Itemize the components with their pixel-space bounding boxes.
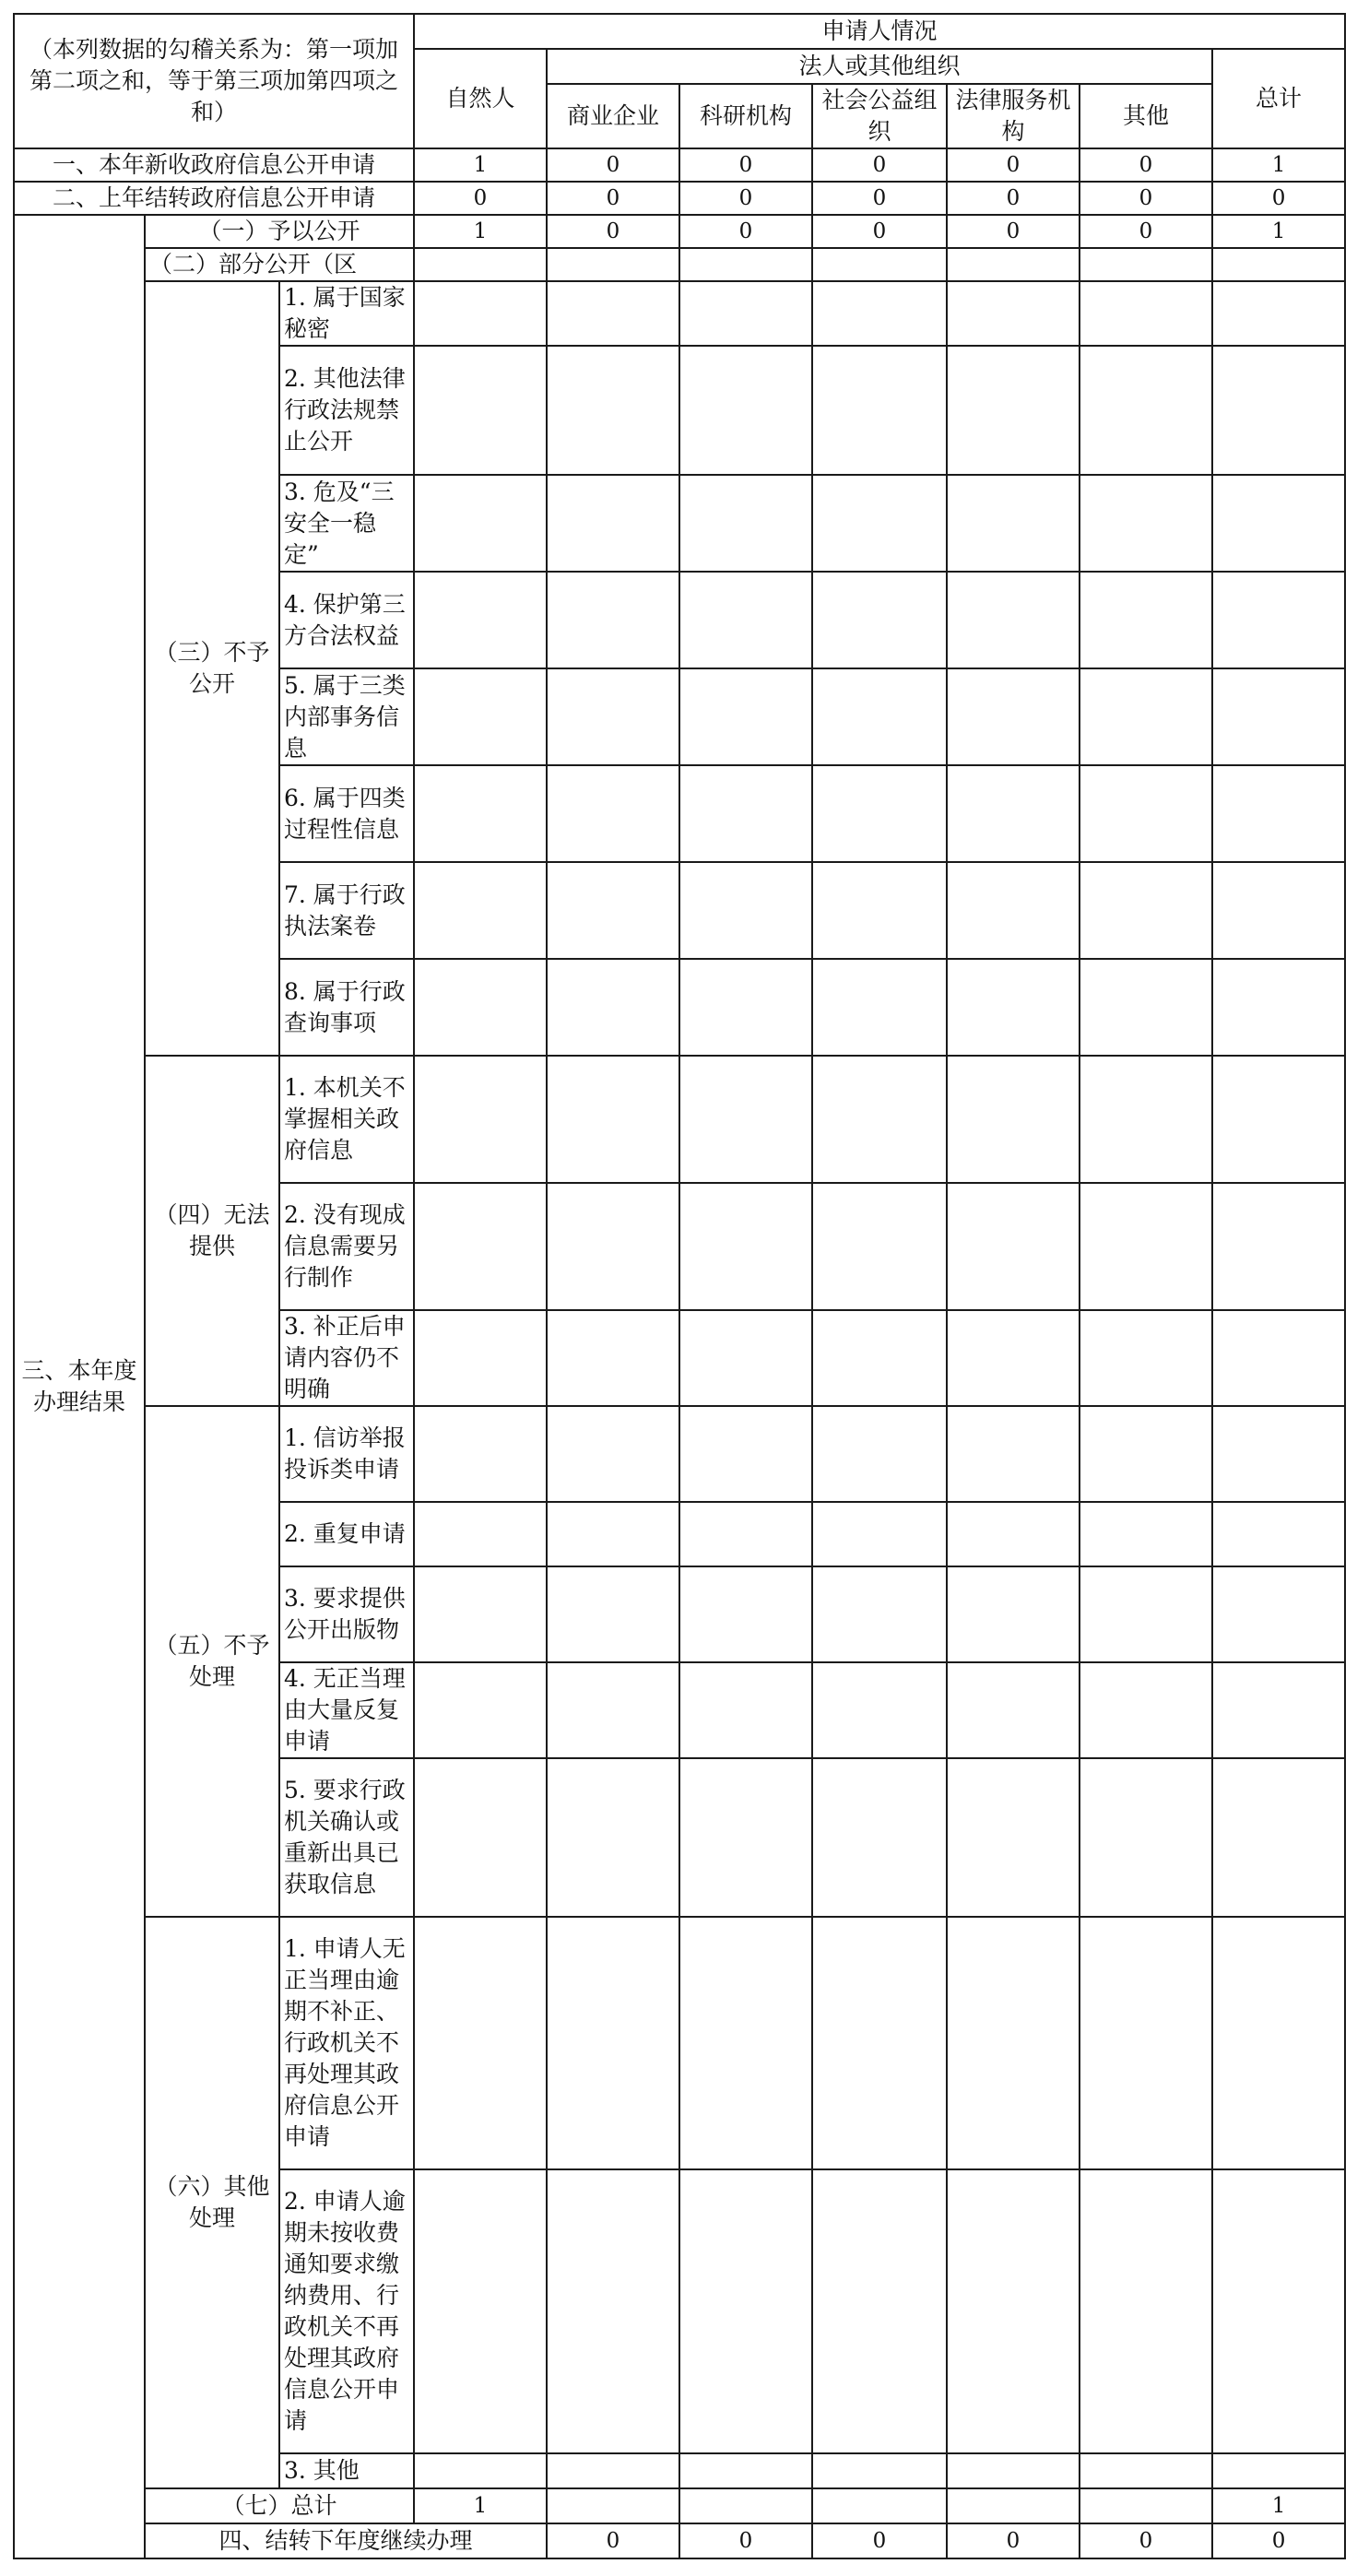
value-cell xyxy=(547,1406,679,1502)
value-cell xyxy=(1080,572,1212,668)
item-label: 3. 补正后申请内容仍不明确 xyxy=(279,1310,414,1406)
value-cell xyxy=(947,1502,1080,1566)
value-cell xyxy=(547,1056,679,1183)
value-cell xyxy=(1080,1502,1212,1566)
value-cell xyxy=(414,668,547,765)
row-label: （一）予以公开 xyxy=(145,215,414,248)
col-header-business: 商业企业 xyxy=(547,84,679,148)
group-label-cannot-provide: （四）无法提供 xyxy=(145,1056,279,1406)
value-cell xyxy=(1212,959,1345,1056)
value-cell xyxy=(547,862,679,959)
value-cell xyxy=(1212,1502,1345,1566)
value-cell: 0 xyxy=(1212,182,1345,215)
value-cell xyxy=(1080,1566,1212,1662)
value-cell xyxy=(947,1917,1080,2169)
header-row-1 xyxy=(14,14,1345,49)
group-label-not-processed: （五）不予处理 xyxy=(145,1406,279,1917)
row-other-handling-1 xyxy=(14,1917,1345,2169)
row-label: 二、上年结转政府信息公开申请 xyxy=(14,182,414,215)
value-cell xyxy=(1212,572,1345,668)
value-cell: 0 xyxy=(679,215,812,248)
value-cell xyxy=(812,572,947,668)
value-cell xyxy=(679,1056,812,1183)
value-cell: 0 xyxy=(812,182,947,215)
value-cell xyxy=(547,765,679,862)
value-cell xyxy=(414,1566,547,1662)
value-cell xyxy=(679,475,812,572)
row-label: 一、本年新收政府信息公开申请 xyxy=(14,148,414,182)
item-label: 7. 属于行政执法案卷 xyxy=(279,862,414,959)
col-header-other: 其他 xyxy=(1080,84,1212,148)
value-cell xyxy=(1080,346,1212,475)
value-cell xyxy=(679,765,812,862)
value-cell xyxy=(812,346,947,475)
row-label: （二）部分公开（区 xyxy=(145,248,414,281)
item-label: 5. 属于三类内部事务信息 xyxy=(279,668,414,765)
value-cell xyxy=(812,1406,947,1502)
value-cell xyxy=(679,2169,812,2453)
value-cell xyxy=(1080,1310,1212,1406)
value-cell xyxy=(547,2488,679,2523)
value-cell xyxy=(1080,959,1212,1056)
value-cell xyxy=(679,2488,812,2523)
value-cell: 0 xyxy=(547,148,679,182)
value-cell xyxy=(679,1310,812,1406)
value-cell xyxy=(1080,475,1212,572)
value-cell xyxy=(414,572,547,668)
value-cell: 0 xyxy=(1080,215,1212,248)
value-cell xyxy=(812,959,947,1056)
value-cell: 0 xyxy=(1080,2523,1212,2558)
value-cell xyxy=(812,1310,947,1406)
value-cell xyxy=(547,959,679,1056)
value-cell xyxy=(1080,281,1212,346)
value-cell xyxy=(1080,862,1212,959)
value-cell xyxy=(547,572,679,668)
value-cell xyxy=(812,2453,947,2488)
value-cell xyxy=(414,475,547,572)
value-cell xyxy=(679,1566,812,1662)
group-label-other-handling: （六）其他处理 xyxy=(145,1917,279,2488)
value-cell xyxy=(414,1183,547,1310)
value-cell xyxy=(1212,862,1345,959)
value-cell xyxy=(547,1566,679,1662)
row-not-disclosed-1 xyxy=(14,281,1345,346)
value-cell: 0 xyxy=(679,148,812,182)
value-cell xyxy=(547,2453,679,2488)
value-cell xyxy=(1212,668,1345,765)
value-cell xyxy=(547,1502,679,1566)
value-cell xyxy=(679,1662,812,1758)
value-cell xyxy=(1080,765,1212,862)
col-header-legal-service: 法律服务机构 xyxy=(947,84,1080,148)
col-header-research: 科研机构 xyxy=(679,84,812,148)
value-cell xyxy=(414,1406,547,1502)
value-cell xyxy=(947,1406,1080,1502)
value-cell xyxy=(414,2453,547,2488)
item-label: 1. 属于国家秘密 xyxy=(279,281,414,346)
value-cell xyxy=(1080,248,1212,281)
value-cell xyxy=(812,668,947,765)
value-cell xyxy=(1212,2169,1345,2453)
row-cannot-provide-1 xyxy=(14,1056,1345,1183)
value-cell xyxy=(947,862,1080,959)
value-cell: 0 xyxy=(1212,2523,1345,2558)
value-cell xyxy=(812,1183,947,1310)
value-cell: 1 xyxy=(1212,2488,1345,2523)
note-cell: （本列数据的勾稽关系为：第一项加第二项之和，等于第三项加第四项之和） xyxy=(14,14,414,148)
gov-info-disclosure-table xyxy=(13,13,1346,2559)
value-cell: 0 xyxy=(547,182,679,215)
value-cell xyxy=(547,2169,679,2453)
value-cell xyxy=(947,1758,1080,1917)
item-label: 1. 申请人无正当理由逾期不补正、行政机关不再处理其政府信息公开申请 xyxy=(279,1917,414,2169)
value-cell xyxy=(812,1566,947,1662)
value-cell xyxy=(947,1183,1080,1310)
value-cell xyxy=(679,1406,812,1502)
value-cell xyxy=(547,248,679,281)
item-label: 6. 属于四类过程性信息 xyxy=(279,765,414,862)
value-cell xyxy=(1080,2169,1212,2453)
value-cell xyxy=(947,1310,1080,1406)
value-cell xyxy=(1212,281,1345,346)
value-cell xyxy=(414,1056,547,1183)
item-label: 5. 要求行政机关确认或重新出具已获取信息 xyxy=(279,1758,414,1917)
value-cell xyxy=(812,475,947,572)
row-carried-over xyxy=(14,182,1345,215)
value-cell xyxy=(1212,1183,1345,1310)
value-cell xyxy=(1212,1406,1345,1502)
value-cell xyxy=(947,959,1080,1056)
applicant-header: 申请人情况 xyxy=(414,14,1345,49)
value-cell xyxy=(812,2169,947,2453)
value-cell xyxy=(414,1502,547,1566)
item-label: 8. 属于行政查询事项 xyxy=(279,959,414,1056)
total-header: 总计 xyxy=(1212,49,1345,148)
value-cell xyxy=(679,346,812,475)
value-cell: 0 xyxy=(947,2523,1080,2558)
value-cell: 1 xyxy=(1212,215,1345,248)
value-cell: 0 xyxy=(947,148,1080,182)
value-cell xyxy=(812,1917,947,2169)
value-cell: 0 xyxy=(812,215,947,248)
value-cell: 1 xyxy=(414,148,547,182)
value-cell xyxy=(947,572,1080,668)
value-cell: 0 xyxy=(812,2523,947,2558)
value-cell xyxy=(947,281,1080,346)
value-cell xyxy=(1080,1056,1212,1183)
value-cell: 1 xyxy=(1212,148,1345,182)
row-new-applications xyxy=(14,148,1345,182)
item-label: 4. 无正当理由大量反复申请 xyxy=(279,1662,414,1758)
value-cell: 0 xyxy=(1080,182,1212,215)
value-cell xyxy=(947,1662,1080,1758)
row-partially-disclosed xyxy=(14,248,1345,281)
value-cell xyxy=(414,765,547,862)
value-cell xyxy=(947,248,1080,281)
group-label-not-disclosed: （三）不予公开 xyxy=(145,281,279,1056)
value-cell: 0 xyxy=(547,215,679,248)
value-cell xyxy=(1212,765,1345,862)
row-label: （七）总计 xyxy=(145,2488,414,2523)
value-cell xyxy=(547,1917,679,2169)
value-cell xyxy=(414,1310,547,1406)
value-cell xyxy=(679,572,812,668)
value-cell: 1 xyxy=(414,215,547,248)
value-cell xyxy=(1080,1758,1212,1917)
row-label: 四、结转下年度继续办理 xyxy=(145,2523,547,2558)
value-cell xyxy=(812,1502,947,1566)
value-cell: 0 xyxy=(1080,148,1212,182)
value-cell xyxy=(947,2453,1080,2488)
value-cell xyxy=(679,1917,812,2169)
value-cell xyxy=(679,248,812,281)
value-cell xyxy=(679,959,812,1056)
value-cell xyxy=(812,1662,947,1758)
value-cell xyxy=(1212,1566,1345,1662)
value-cell xyxy=(1212,1917,1345,2169)
value-cell xyxy=(1212,248,1345,281)
value-cell: 0 xyxy=(812,148,947,182)
value-cell xyxy=(414,248,547,281)
value-cell xyxy=(812,1056,947,1183)
document-page xyxy=(13,13,1344,2559)
value-cell xyxy=(1080,1917,1212,2169)
value-cell xyxy=(812,1758,947,1917)
item-label: 1. 信访举报投诉类申请 xyxy=(279,1406,414,1502)
value-cell xyxy=(414,281,547,346)
item-label: 2. 申请人逾期未按收费通知要求缴纳费用、行政机关不再处理其政府信息公开申请 xyxy=(279,2169,414,2453)
item-label: 1. 本机关不掌握相关政府信息 xyxy=(279,1056,414,1183)
value-cell xyxy=(679,1502,812,1566)
value-cell xyxy=(414,959,547,1056)
value-cell: 1 xyxy=(414,2488,547,2523)
value-cell xyxy=(547,668,679,765)
result-section-label: 三、本年度办理结果 xyxy=(14,215,145,2558)
value-cell xyxy=(547,1183,679,1310)
value-cell: 0 xyxy=(947,182,1080,215)
item-label: 4. 保护第三方合法权益 xyxy=(279,572,414,668)
value-cell: 0 xyxy=(414,182,547,215)
value-cell xyxy=(1212,1310,1345,1406)
value-cell xyxy=(947,346,1080,475)
value-cell xyxy=(414,1662,547,1758)
item-label: 2. 其他法律行政法规禁止公开 xyxy=(279,346,414,475)
value-cell xyxy=(1212,1662,1345,1758)
value-cell xyxy=(947,668,1080,765)
value-cell xyxy=(679,668,812,765)
value-cell xyxy=(1080,1662,1212,1758)
value-cell xyxy=(679,862,812,959)
value-cell xyxy=(1080,668,1212,765)
value-cell xyxy=(812,862,947,959)
item-label: 2. 没有现成信息需要另行制作 xyxy=(279,1183,414,1310)
value-cell xyxy=(947,2488,1080,2523)
value-cell xyxy=(947,1566,1080,1662)
col-header-public-welfare: 社会公益组织 xyxy=(812,84,947,148)
value-cell xyxy=(947,1056,1080,1183)
value-cell: 0 xyxy=(679,2523,812,2558)
value-cell xyxy=(679,1183,812,1310)
value-cell xyxy=(414,2169,547,2453)
value-cell xyxy=(1212,346,1345,475)
value-cell xyxy=(812,2488,947,2523)
row-carry-next-year xyxy=(14,2523,1345,2558)
value-cell xyxy=(947,765,1080,862)
value-cell xyxy=(812,281,947,346)
value-cell xyxy=(547,1310,679,1406)
value-cell xyxy=(812,765,947,862)
value-cell: 0 xyxy=(547,2523,679,2558)
value-cell xyxy=(947,2169,1080,2453)
value-cell xyxy=(679,281,812,346)
item-label: 3. 其他 xyxy=(279,2453,414,2488)
value-cell xyxy=(414,1917,547,2169)
item-label: 2. 重复申请 xyxy=(279,1502,414,1566)
value-cell xyxy=(1212,1056,1345,1183)
value-cell xyxy=(414,346,547,475)
value-cell xyxy=(547,281,679,346)
value-cell xyxy=(679,1758,812,1917)
value-cell xyxy=(1080,2488,1212,2523)
value-cell xyxy=(547,1758,679,1917)
value-cell xyxy=(679,2453,812,2488)
row-not-processed-1 xyxy=(14,1406,1345,1502)
item-label: 3. 要求提供公开出版物 xyxy=(279,1566,414,1662)
value-cell xyxy=(414,862,547,959)
value-cell: 0 xyxy=(947,215,1080,248)
value-cell xyxy=(947,475,1080,572)
item-label: 3. 危及“三安全一稳定” xyxy=(279,475,414,572)
value-cell xyxy=(547,1662,679,1758)
value-cell xyxy=(1212,2453,1345,2488)
value-cell xyxy=(1080,2453,1212,2488)
row-disclosed xyxy=(14,215,1345,248)
value-cell xyxy=(1080,1406,1212,1502)
value-cell xyxy=(1212,1758,1345,1917)
legal-group-header: 法人或其他组织 xyxy=(547,49,1212,84)
value-cell: 0 xyxy=(679,182,812,215)
value-cell xyxy=(547,475,679,572)
value-cell xyxy=(414,1758,547,1917)
value-cell xyxy=(812,248,947,281)
value-cell xyxy=(1212,475,1345,572)
natural-person-header: 自然人 xyxy=(414,49,547,148)
row-result-total xyxy=(14,2488,1345,2523)
value-cell xyxy=(547,346,679,475)
value-cell xyxy=(1080,1183,1212,1310)
